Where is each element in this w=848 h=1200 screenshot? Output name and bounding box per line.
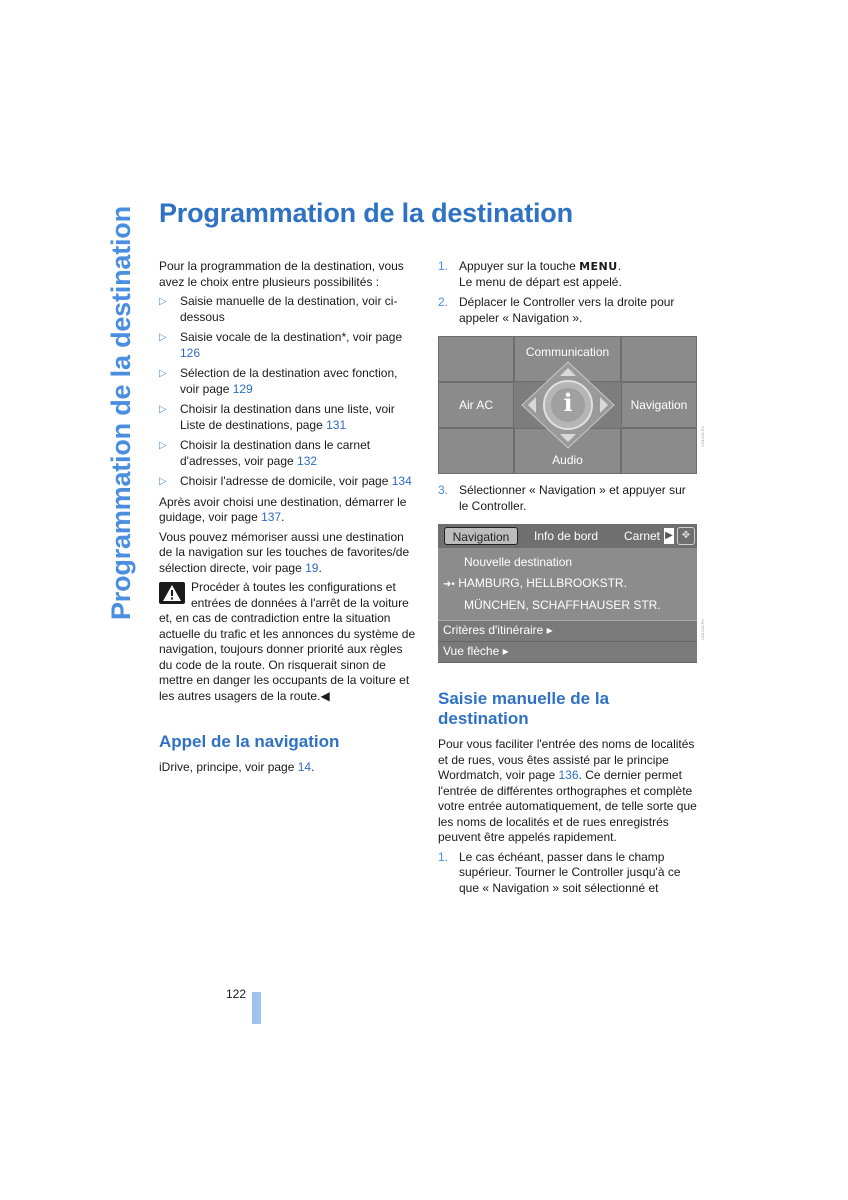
- menu-tile-audio[interactable]: Audio: [514, 428, 621, 474]
- menu-tile-navigation[interactable]: Navigation: [621, 382, 697, 428]
- page-link[interactable]: 137: [261, 510, 282, 524]
- arrow-view-row[interactable]: Vue flèche ▸: [438, 642, 697, 663]
- triangle-bullet-icon: ▷: [159, 368, 167, 379]
- arrow-right-icon: ➜•: [443, 579, 455, 590]
- page-link[interactable]: 19: [305, 560, 319, 575]
- controller-direction-icon: ✥: [677, 527, 695, 545]
- page-link[interactable]: 131: [326, 417, 347, 432]
- page-title: Programmation de la destination: [159, 198, 573, 228]
- page-link[interactable]: 126: [180, 345, 201, 360]
- triangle-bullet-icon: ▷: [159, 404, 167, 415]
- menu-item-new-destination[interactable]: Nouvelle destination: [464, 555, 573, 569]
- list-item: ▷ Saisie vocale de la destination*, voir page 126: [159, 330, 403, 360]
- menu-tile-empty: [438, 428, 514, 474]
- step-item: 1. Le cas échéant, passer dans le champ supérieur. Tourner le Controller jusqu'à ce que « Navigation » soit sélectionné et: [438, 849, 681, 895]
- page-link[interactable]: 136: [558, 768, 579, 782]
- route-criteria-row[interactable]: Critères d'itinéraire ▸: [438, 620, 697, 642]
- start-menu-screenshot: [438, 336, 705, 474]
- page-number: 122: [226, 987, 247, 1001]
- triangle-bullet-icon: ▷: [159, 440, 167, 451]
- steps-list: [438, 483, 698, 514]
- tab-info-de-bord[interactable]: Info de bord: [534, 529, 599, 543]
- menu-tile-air-ac[interactable]: Air AC: [438, 382, 514, 428]
- triangle-bullet-icon: ▷: [159, 296, 167, 307]
- step-item: 3. Sélectionner « Navigation » et appuyer sur le Controller.: [438, 483, 686, 513]
- menu-tile-empty: [438, 336, 514, 382]
- after-choice-text: Après avoir choisi une destination, démarrer le guidage, voir page 137.: [159, 494, 407, 524]
- menu-tab-bar: [438, 524, 697, 548]
- section-heading-saisie: Saisie manuelle de la destination: [438, 689, 610, 728]
- page-link[interactable]: 129: [232, 381, 253, 396]
- navigation-menu-screenshot: [438, 524, 705, 663]
- tab-carnet[interactable]: Carnet: [624, 529, 661, 543]
- figure-code: US1234.FU: [700, 619, 705, 640]
- options-list: [159, 294, 419, 490]
- page-link[interactable]: 132: [297, 453, 318, 468]
- menu-tile-communication[interactable]: Communication: [514, 336, 621, 382]
- page-link[interactable]: 14: [297, 760, 312, 774]
- menu-tile-empty: [621, 336, 697, 382]
- tab-navigation[interactable]: Navigation: [444, 527, 518, 545]
- list-item: ▷ Choisir la destination dans le carnet d'adresses, voir page 132: [159, 438, 371, 468]
- end-mark-icon: ◀: [320, 688, 330, 703]
- intro-text: Pour la programmation de la destination, vous avez le choix entre plusieurs possibilités :: [159, 259, 404, 289]
- menu-item-destination[interactable]: MÜNCHEN, SCHAFFHAUSER STR.: [464, 598, 661, 612]
- list-item: ▷ Choisir la destination dans une liste, voir Liste de destinations, page 131: [159, 402, 395, 432]
- left-column: [159, 259, 419, 780]
- idrive-reference: iDrive, principe, voir page 14.: [159, 760, 315, 774]
- manual-entry-section: [438, 689, 698, 901]
- menu-item-last-destination[interactable]: ➜• HAMBURG, HELLBROOKSTR.: [443, 576, 627, 590]
- triangle-bullet-icon: ▷: [159, 332, 167, 343]
- right-column: [438, 259, 698, 331]
- list-item: ▷ Choisir l'adresse de domicile, voir page 134: [159, 474, 412, 488]
- side-chapter-title: Programmation de la destination: [106, 206, 136, 620]
- figure-code: US1234.FU: [700, 426, 705, 447]
- wordmatch-text: Pour vous faciliter l'entrée des noms de localités et de rues, vous êtes assisté par le principe Wordmatch, voir page 136. Ce dernier permet l'entrée de différentes orthographes et complète votre entrée automatiquement, de telle sorte que les noms de localités et de rues enregistrés peuvent être appelés rapidement.: [438, 737, 697, 844]
- steps-list: [438, 259, 698, 326]
- step-item: 1. Appuyer sur la touche MENU. Le menu de départ est appelé.: [438, 259, 622, 289]
- menu-tile-empty: [621, 428, 697, 474]
- section-heading-appel: Appel de la navigation: [159, 732, 340, 751]
- page-edge-marker: [252, 992, 261, 1024]
- scroll-right-icon[interactable]: ▶: [664, 528, 674, 544]
- warning-icon: [159, 582, 185, 604]
- page-link[interactable]: 134: [391, 474, 412, 488]
- menu-key-label: MENU: [579, 260, 618, 273]
- warning-note: Procéder à toutes les configurations et entrées de données à l'arrêt de la voiture et, en cas de contradiction entre la situation actuelle du trafic et les annonces du système de navigation, toujours donner priorité aux règles du code de la route. On risquerait sinon de mettre en danger les occupants de la voiture et les autres usagers de la route.◀: [159, 580, 416, 703]
- memo-text: Vous pouvez mémoriser aussi une destination de la navigation sur les touches de favorites/de sélection directe, voir page 19.: [159, 529, 410, 575]
- list-item: ▷ Saisie manuelle de la destination, voir ci-dessous: [159, 294, 398, 324]
- list-item: ▷ Sélection de la destination avec fonction, voir page 129: [159, 366, 398, 396]
- step3-block: [438, 483, 698, 519]
- info-i-icon: i: [563, 388, 573, 417]
- triangle-bullet-icon: ▷: [159, 476, 167, 487]
- steps-list: [438, 850, 698, 897]
- step-item: 2. Déplacer le Controller vers la droite pour appeler « Navigation ».: [438, 295, 675, 325]
